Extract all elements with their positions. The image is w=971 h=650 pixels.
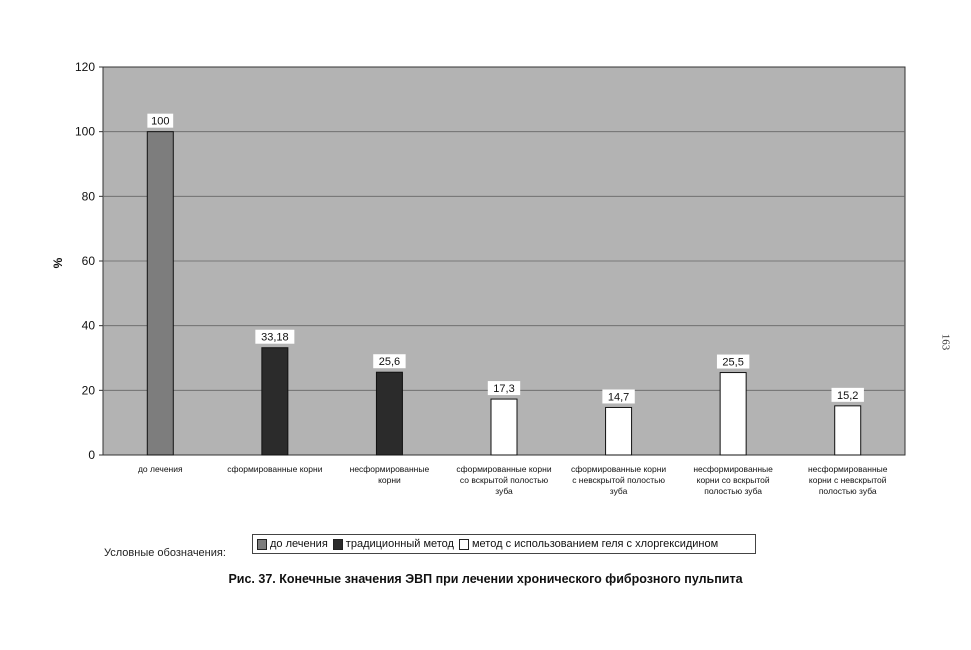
y-tick-label: 40	[81, 318, 95, 333]
data-label: 25,6	[378, 356, 401, 369]
y-tick-label: 0	[88, 448, 95, 462]
x-tick-label: сформированные корни	[227, 464, 323, 474]
y-tick-label: 60	[81, 254, 95, 268]
bar	[262, 348, 288, 455]
legend-swatch	[257, 539, 267, 550]
legend-swatch	[333, 539, 343, 550]
data-label: 15,2	[837, 389, 859, 402]
x-tick-label: полостью зуба	[704, 486, 763, 496]
x-tick-label: со вскрытой полостью	[459, 475, 549, 485]
bar	[835, 406, 861, 455]
x-tick-label: полостью зуба	[818, 486, 877, 496]
legend	[252, 534, 756, 554]
bar	[491, 399, 517, 455]
legend-label: традиционный метод	[345, 538, 454, 550]
bar	[606, 407, 632, 455]
bar	[720, 373, 746, 455]
x-tick-label: зуба	[495, 486, 513, 496]
x-tick-label: несформированные	[349, 464, 430, 474]
x-tick-label: корни	[378, 475, 401, 485]
x-tick-label: корни с невскрытой	[808, 475, 887, 485]
page-number: 163	[939, 333, 952, 351]
bar	[376, 372, 402, 455]
y-tick-label: 20	[81, 383, 95, 398]
x-tick-label: корни со вскрытой	[696, 475, 770, 485]
data-label: 100	[151, 115, 170, 128]
x-tick-label: сформированные корни	[570, 464, 667, 474]
legend-item-traditional-method	[333, 538, 454, 550]
legend-label: метод с использованием геля с хлоргексидином	[471, 538, 719, 550]
y-tick-label: 120	[74, 60, 95, 74]
figure-caption: Рис. 37. Конечные значения ЭВП при лечении хронического фиброзного пульпита	[228, 572, 743, 586]
x-tick-label: с невскрытой полостью	[572, 475, 665, 485]
legend-item-before-treatment	[257, 538, 328, 550]
y-axis-label: %	[51, 257, 65, 269]
y-tick-label: 100	[74, 124, 95, 139]
bar	[147, 132, 173, 455]
x-tick-label: сформированные корни	[456, 464, 552, 474]
legend-label: до лечения	[270, 538, 328, 550]
legend-swatch	[459, 539, 469, 550]
data-label: 25,5	[722, 356, 744, 369]
x-tick-label: зуба	[609, 486, 628, 496]
data-label: 17,3	[493, 383, 515, 396]
legend-prefix: Условные обозначения:	[104, 547, 226, 559]
data-label: 14,7	[607, 391, 630, 404]
y-tick-label: 80	[81, 189, 95, 204]
data-label: 33,18	[261, 331, 289, 344]
x-tick-label: до лечения	[137, 464, 183, 474]
x-tick-label: несформированные	[807, 464, 888, 474]
legend-item-gel-method	[459, 538, 718, 550]
x-tick-label: несформированные	[693, 464, 773, 474]
